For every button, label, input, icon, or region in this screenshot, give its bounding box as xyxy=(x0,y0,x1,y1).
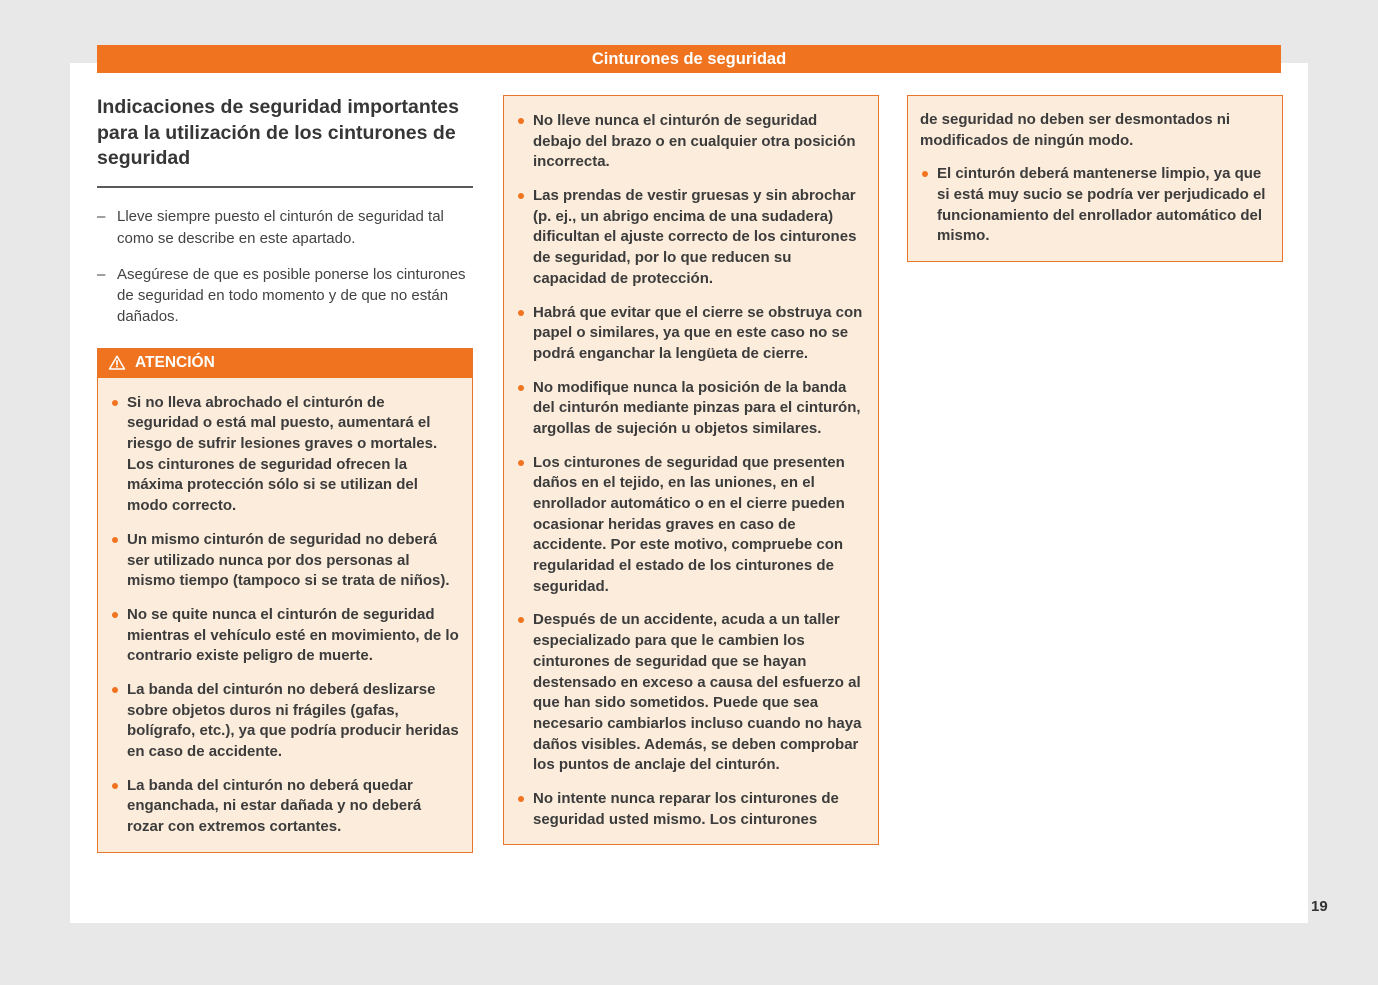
warning-item-text: No lleve nunca el cinturón de seguridad debajo del brazo o en cualquier otra posición incorrecta. xyxy=(533,112,856,171)
column-middle xyxy=(503,95,879,845)
warning-item-text: La banda del cinturón no deberá deslizarse sobre objetos duros ni frágiles (gafas, bolígrafo, etc.), ya que podría producir heridas en caso de accidente. xyxy=(127,680,459,760)
warning-item xyxy=(110,680,460,763)
warning-item xyxy=(110,605,460,667)
warning-item xyxy=(516,378,866,440)
continuation-text: de seguridad no deben ser desmontados ni modificados de ningún modo. xyxy=(920,111,1231,149)
warning-body xyxy=(98,378,472,852)
bullet-icon xyxy=(112,537,118,543)
bullet-icon xyxy=(112,400,118,406)
warning-item-text: Si no lleva abrochado el cinturón de seguridad o está mal puesto, aumentará el riesgo de sufrir lesiones graves o mortales. Los cinturones de seguridad ofrecen la máxima protección sólo si se utilizan del modo correcto. xyxy=(127,393,438,515)
warning-item xyxy=(516,610,866,776)
bullet-icon xyxy=(518,310,524,316)
warning-item xyxy=(110,530,460,592)
warning-item xyxy=(516,186,866,289)
bullet-icon xyxy=(518,617,524,623)
warning-header xyxy=(98,349,472,378)
dash-paragraph xyxy=(97,206,473,249)
bullet-icon xyxy=(518,460,524,466)
bullet-icon xyxy=(518,193,524,199)
bullet-icon xyxy=(518,796,524,802)
warning-box-continued-2 xyxy=(907,95,1283,262)
dash-bullet: – xyxy=(97,208,106,226)
bullet-icon xyxy=(922,171,928,177)
dash-paragraph xyxy=(97,264,473,328)
warning-item-text: Habrá que evitar que el cierre se obstruya con papel o similares, ya que en este caso no se podrá enganchar la lengüeta de cierre. xyxy=(533,303,863,362)
warning-box-continued xyxy=(503,95,879,845)
bullet-icon xyxy=(112,687,118,693)
warning-item xyxy=(920,164,1270,247)
paragraph-text: Lleve siempre puesto el cinturón de seguridad tal como se describe en este apartado. xyxy=(117,208,444,247)
column-right xyxy=(907,95,1283,262)
paragraph-text: Asegúrese de que es posible ponerse los cinturones de seguridad en todo momento y de que no están dañados. xyxy=(117,265,466,326)
column-left xyxy=(97,95,473,853)
intro-paragraphs xyxy=(97,206,473,327)
warning-item-text: Un mismo cinturón de seguridad no deberá ser utilizado nunca por dos personas al mismo tiempo (tampoco si se trata de niños). xyxy=(127,530,450,590)
warning-item-text: Las prendas de vestir gruesas y sin abrochar (p. ej., un abrigo encima de una sudadera) dificultan el ajuste correcto de los cinturones de seguridad, por lo que reducen su capacidad de protección. xyxy=(533,187,857,287)
warning-item-text: La banda del cinturón no deberá quedar enganchada, ni estar dañada y no deberá rozar con extremos cortantes. xyxy=(127,776,422,836)
warning-box xyxy=(97,348,473,853)
warning-triangle-icon xyxy=(108,354,126,372)
warning-item-text: No se quite nunca el cinturón de seguridad mientras el vehículo esté en movimiento, de lo contrario existe peligro de muerte. xyxy=(127,605,459,665)
warning-item xyxy=(516,111,866,173)
warning-body xyxy=(504,96,878,844)
page-header xyxy=(97,45,1281,73)
page-number: 19 xyxy=(1311,898,1328,915)
warning-title: ATENCIÓN xyxy=(135,354,215,372)
warning-item xyxy=(516,789,866,830)
bullet-icon xyxy=(518,118,524,124)
bullet-icon xyxy=(112,612,118,618)
dash-bullet: – xyxy=(97,265,106,283)
warning-item-text: No modifique nunca la posición de la banda del cinturón mediante pinzas para el cinturón, argollas de sujeción u objetos similares. xyxy=(533,378,861,437)
warning-item-text: Los cinturones de seguridad que presenten daños en el tejido, en las uniones, en el enrollador automático o en el cierre pueden ocasionar heridas graves en caso de accidente. Por este motivo, compruebe con regularidad el estado de los cinturones de seguridad. xyxy=(533,453,845,595)
bullet-icon xyxy=(518,385,524,391)
warning-item-text: El cinturón deberá mantenerse limpio, ya que si está muy sucio se podría ver perjudicado el funcionamiento del enrollador automático del mismo. xyxy=(937,165,1266,245)
warning-item xyxy=(516,303,866,365)
warning-body xyxy=(920,164,1270,247)
warning-item xyxy=(110,776,460,838)
warning-item-text: No intente nunca reparar los cinturones de seguridad usted mismo. Los cinturones xyxy=(533,789,839,828)
page-title: Cinturones de seguridad xyxy=(591,50,787,68)
warning-item xyxy=(516,453,866,598)
bullet-icon xyxy=(112,783,118,789)
warning-item xyxy=(110,393,460,517)
warning-item-text: Después de un accidente, acuda a un taller especializado para que le cambien los cinturones de seguridad que se hayan destensado en exceso a causa del esfuerzo al que han sido sometidos. Puede que sea necesario cambiarlos incluso cuando no haya daños visibles. Además, se deben comprobar los puntos de anclaje del cinturón. xyxy=(533,611,862,774)
section-heading: Indicaciones de seguridad importantes para la utilización de los cinturones de seguridad xyxy=(97,95,473,188)
